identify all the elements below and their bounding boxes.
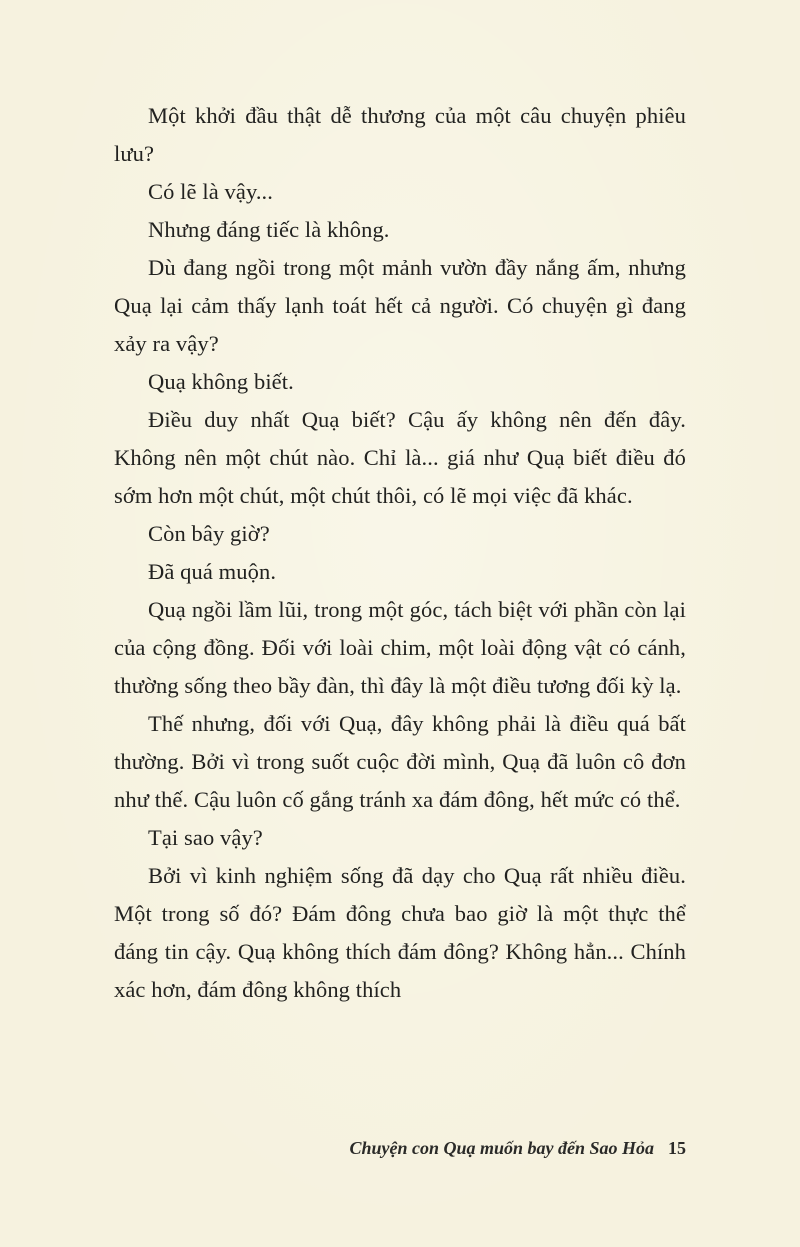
paragraph: Đã quá muộn. — [148, 559, 277, 584]
paragraph: Tại sao vậy? — [148, 825, 263, 850]
paragraph: Bởi vì kinh nghiệm sống đã dạy cho Quạ rất nhiều điều. Một trong số đó? Đám đông chưa bao giờ là một thực thể đáng tin cậy. Quạ không thích đám đông? Không hẳn... Chính xác hơn, đám đông không thích — [114, 863, 686, 1002]
paragraph: Điều duy nhất Quạ biết? Cậu ấy không nên đến đây. Không nên một chút nào. Chỉ là... giá như Quạ biết điều đó sớm hơn một chút, một chút thôi, có lẽ mọi việc đã khác. — [114, 407, 686, 508]
body-text — [114, 97, 686, 1009]
paragraph: Quạ không biết. — [148, 369, 294, 394]
paragraph: Thế nhưng, đối với Quạ, đây không phải là điều quá bất thường. Bởi vì trong suốt cuộc đời mình, Quạ đã luôn cô đơn như thế. Cậu luôn cố gắng tránh xa đám đông, hết mức có thể. — [114, 711, 686, 812]
paragraph: Nhưng đáng tiếc là không. — [148, 217, 390, 242]
paragraph: Dù đang ngồi trong một mảnh vườn đầy nắng ấm, nhưng Quạ lại cảm thấy lạnh toát hết cả người. Có chuyện gì đang xảy ra vậy? — [114, 255, 686, 356]
paragraph: Còn bây giờ? — [148, 521, 270, 546]
paragraph: Một khởi đầu thật dễ thương của một câu chuyện phiêu lưu? — [114, 103, 686, 166]
page-footer — [349, 1135, 686, 1161]
running-book-title: Chuyện con Quạ muốn bay đến Sao Hỏa — [349, 1138, 654, 1158]
page-number: 15 — [668, 1138, 686, 1158]
paragraph: Quạ ngồi lầm lũi, trong một góc, tách biệt với phần còn lại của cộng đồng. Đối với loài chim, một loài động vật có cánh, thường sống theo bầy đàn, thì đây là một điều tương đối kỳ lạ. — [114, 597, 686, 698]
paragraph: Có lẽ là vậy... — [148, 179, 274, 204]
